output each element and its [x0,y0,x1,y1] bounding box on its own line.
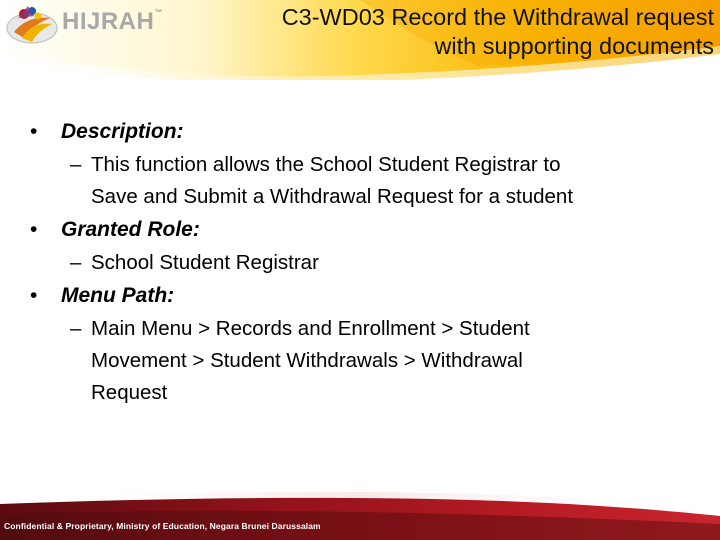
footer-swoosh [0,488,720,540]
title-line-1: C3-WD03 Record the Withdrawal request [281,4,714,30]
bullet-heading: Description: [61,120,184,143]
bullet-granted-role [30,213,700,247]
title-line-2: with supporting documents [434,33,714,59]
bullet-menu-path [30,279,700,313]
bullet-heading: Granted Role: [61,218,200,241]
dash-icon: – [70,153,82,176]
bullet-icon: • [30,218,38,241]
bullet-description [30,115,700,149]
sub-bullet-line: Save and Submit a Withdrawal Request for a student [91,185,574,208]
footer-confidential-text: Confidential & Proprietary, Ministry of Education, Negara Brunei Darussalam [4,521,321,531]
logo-emblem-icon [4,2,60,46]
dash-icon: – [70,317,82,340]
sub-bullet-line: Main Menu > Records and Enrollment > Student [91,317,530,340]
logo-wordmark: HIJRAH™ [62,8,163,35]
sub-bullet-line: Request [91,381,168,404]
bullet-heading: Menu Path: [61,284,175,307]
dash-icon: – [70,251,82,274]
slide-content [30,115,700,409]
hijrah-logo [4,2,164,44]
sub-bullet-granted-role [70,247,700,279]
sub-bullet-line: School Student Registrar [91,251,319,274]
page-title [154,3,714,61]
sub-bullet-line: Movement > Student Withdrawals > Withdrawal [91,349,523,372]
sub-bullet-menu-path [70,313,700,409]
sub-bullet-line: This function allows the School Student Registrar to [91,153,561,176]
sub-bullet-description [70,149,700,213]
bullet-icon: • [30,284,38,307]
bullet-icon: • [30,120,38,143]
